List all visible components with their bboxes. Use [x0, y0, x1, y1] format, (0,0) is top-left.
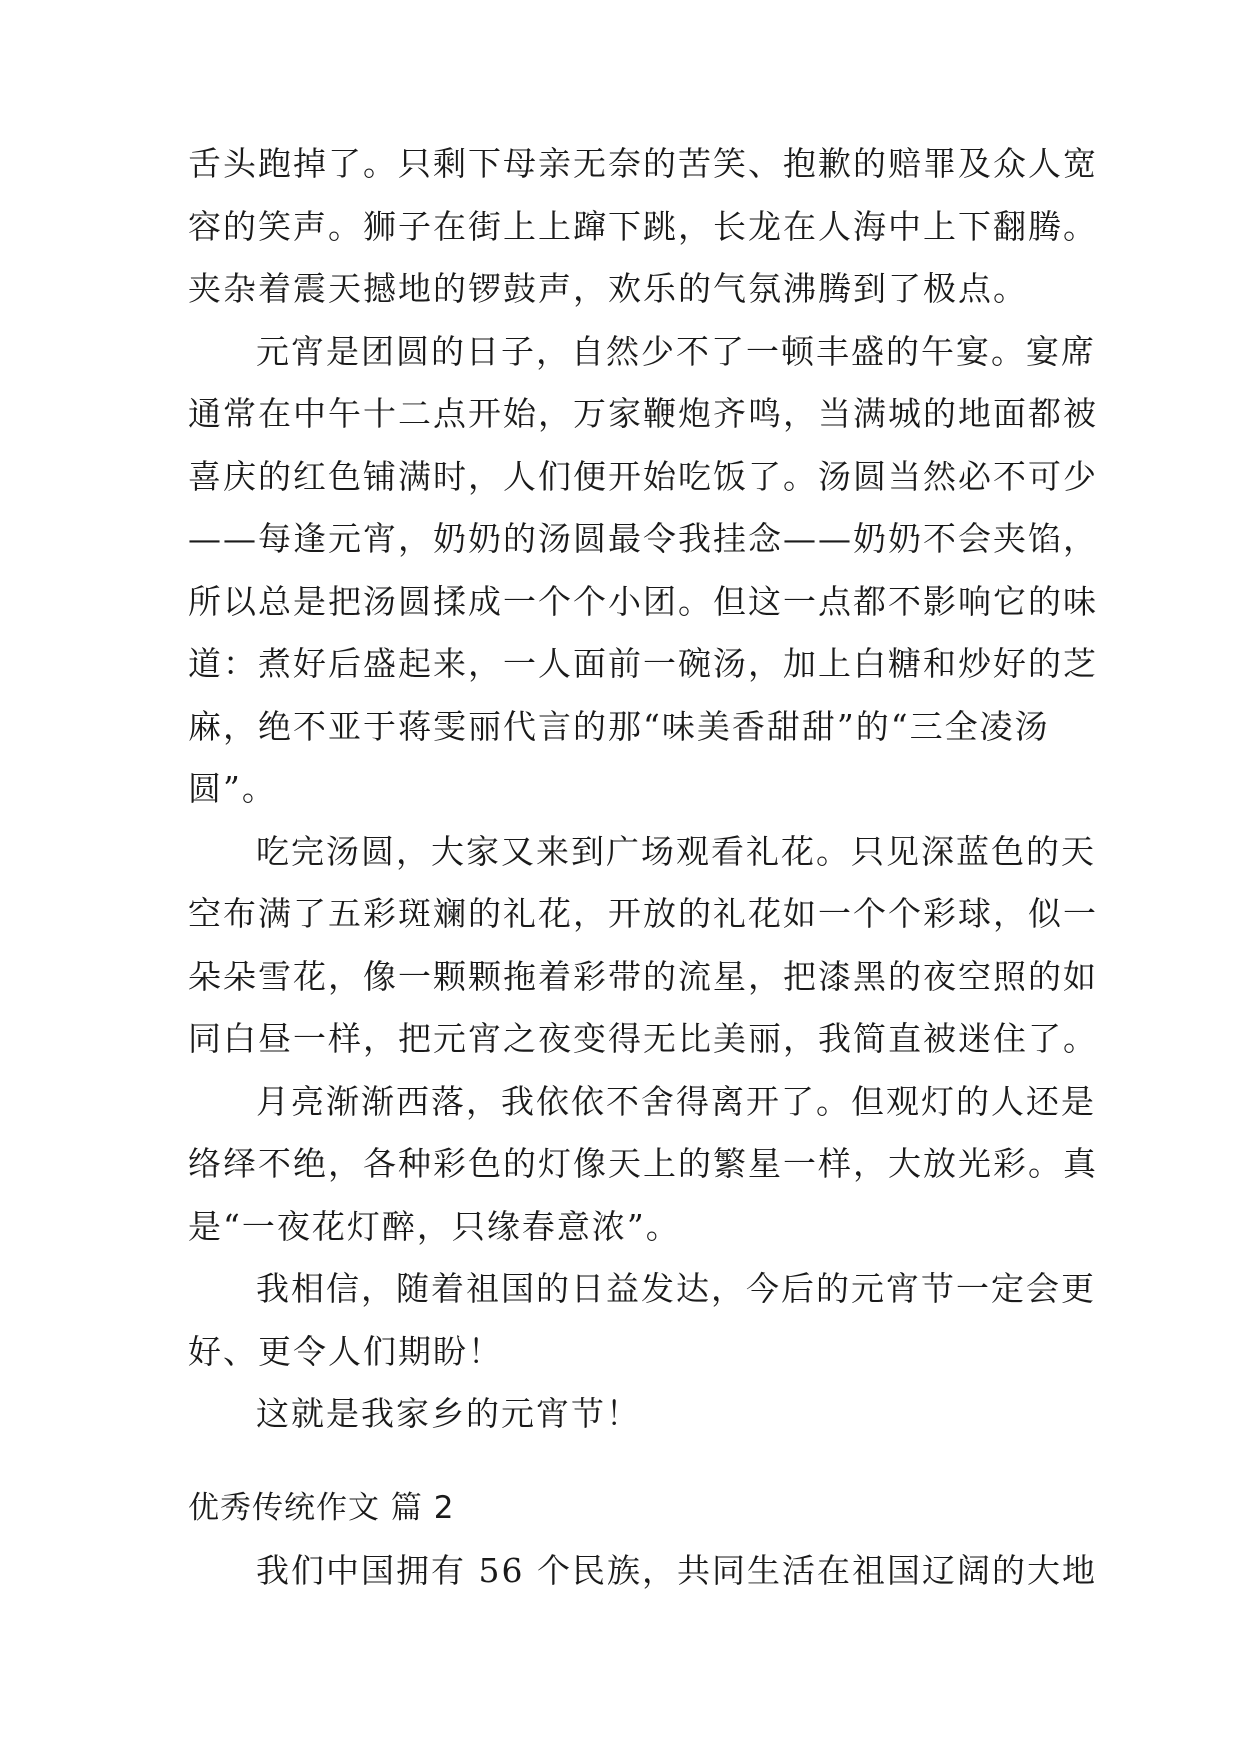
paragraph-line: 吃完汤圆，大家又来到广场观看礼花。只见深蓝色的天: [256, 832, 1096, 871]
paragraph-line: 空布满了五彩斑斓的礼花，开放的礼花如一个个彩球，似一: [188, 894, 1098, 933]
paragraph-line: 通常在中午十二点开始，万家鞭炮齐鸣，当满城的地面都被: [188, 394, 1098, 433]
paragraph-line: 月亮渐渐西落，我依依不舍得离开了。但观灯的人还是: [256, 1082, 1096, 1121]
paragraph-line: 我相信，随着祖国的日益发达，今后的元宵节一定会更: [256, 1269, 1096, 1308]
paragraph-line: 圆”。: [188, 769, 277, 808]
paragraph-line: 喜庆的红色铺满时，人们便开始吃饭了。汤圆当然必不可少: [188, 457, 1098, 496]
paragraph-line: 容的笑声。狮子在街上上蹿下跳，长龙在人海中上下翻腾。: [188, 207, 1098, 246]
paragraph-line: 这就是我家乡的元宵节！: [256, 1394, 641, 1433]
paragraph-line: 朵朵雪花，像一颗颗拖着彩带的流星，把漆黑的夜空照的如: [188, 957, 1098, 996]
paragraph-line: 夹杂着震天撼地的锣鼓声，欢乐的气氛沸腾到了极点。: [188, 269, 1028, 308]
paragraph-line: 是“一夜花灯醉，只缘春意浓”。: [188, 1207, 681, 1246]
paragraph-line: 元宵是团圆的日子，自然少不了一顿丰盛的午宴。宴席: [256, 332, 1096, 371]
paragraph-line: 所以总是把汤圆揉成一个个小团。但这一点都不影响它的味: [188, 582, 1098, 621]
paragraph-line: 麻，绝不亚于蒋雯丽代言的那“味美香甜甜”的“三全凌汤: [188, 707, 1050, 746]
paragraph-line: 舌头跑掉了。只剩下母亲无奈的苦笑、抱歉的赔罪及众人宽: [188, 144, 1098, 183]
paragraph-line: ——每逢元宵，奶奶的汤圆最令我挂念——奶奶不会夹馅，: [188, 519, 1098, 558]
paragraph-line: 好、更令人们期盼！: [188, 1332, 503, 1371]
paragraph-line: 同白昼一样，把元宵之夜变得无比美丽，我简直被迷住了。: [188, 1019, 1098, 1058]
section-heading: 优秀传统作文 篇 2: [188, 1490, 455, 1526]
paragraph-line: 我们中国拥有 56 个民族，共同生活在祖国辽阔的大地: [256, 1551, 1097, 1590]
paragraph-line: 络绎不绝，各种彩色的灯像天上的繁星一样，大放光彩。真: [188, 1144, 1098, 1183]
paragraph-line: 道：煮好后盛起来，一人面前一碗汤，加上白糖和炒好的芝: [188, 644, 1098, 683]
